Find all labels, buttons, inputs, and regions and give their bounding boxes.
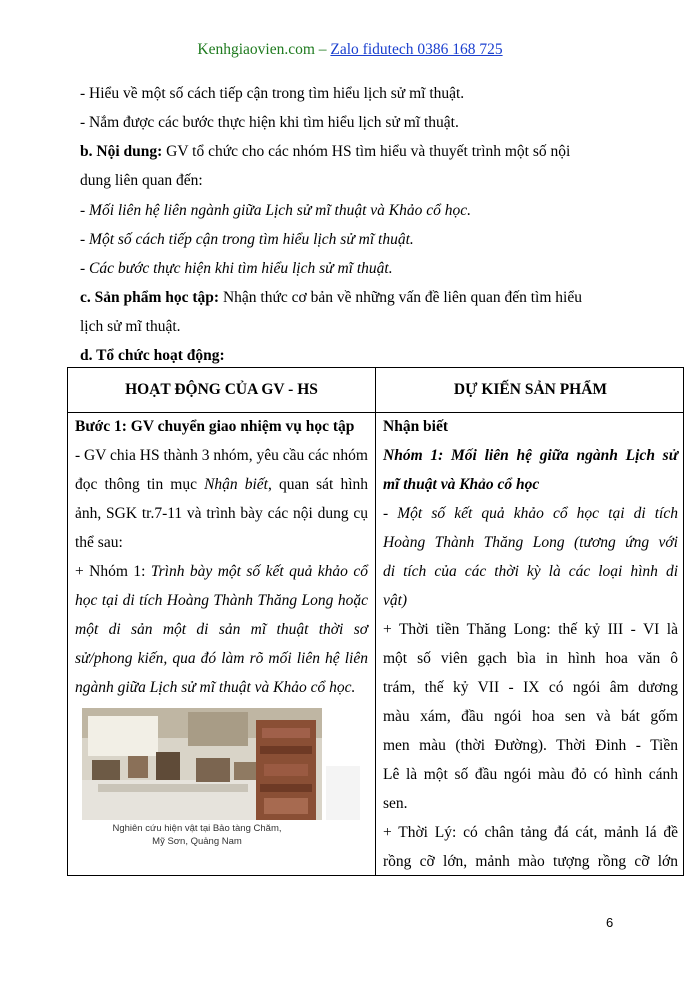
right-line: một số viên gạch bìa in hình hoa văn ô <box>383 650 678 667</box>
caption-line-2: Mỹ Sơn, Quảng Nam <box>152 836 242 847</box>
group-1-text: Trình bày một số kết quả khảo cổ <box>150 563 368 580</box>
content-text-2: dung liên quan đến: <box>80 172 203 189</box>
right-line: Lê là một số đầu ngói màu đỏ có hình cánh <box>383 766 678 783</box>
caption-line-1: Nghiên cứu hiện vật tại Bảo tàng Chăm, <box>112 823 282 834</box>
zalo-link[interactable]: Zalo fidutech 0386 168 725 <box>330 41 503 58</box>
left-text: đọc thông tin mục <box>75 476 205 493</box>
right-line: màu xám, đầu ngói hoa sen và bát gốm <box>383 708 678 725</box>
activity-table <box>67 367 684 876</box>
right-line: Hoàng Thành Thăng Long (tương ứng với <box>383 534 678 551</box>
group-1-task <box>75 557 368 586</box>
right-line: trám, thế kỷ VII - IX có ngói âm dương <box>383 679 678 696</box>
museum-photo <box>78 706 363 874</box>
column-divider <box>375 368 376 875</box>
content-text-1: GV tổ chức cho các nhóm HS tìm hiểu và thuyết trình một số nội <box>162 143 571 160</box>
left-line: - GV chia HS thành 3 nhóm, yêu cầu các nhóm <box>75 447 368 464</box>
group-1-title-cont: mĩ thuật và Khảo cổ học <box>383 476 540 493</box>
intro-line-1: - Hiểu về một số cách tiếp cận trong tìm hiểu lịch sử mĩ thuật. <box>80 85 465 102</box>
right-line: + Thời tiền Thăng Long: thế kỷ III - VI là <box>383 621 678 638</box>
left-line: học tại di tích Hoàng Thành Thăng Long hoặc <box>75 592 368 609</box>
right-line: sen. <box>383 795 408 812</box>
product-text-1: Nhận thức cơ bản về những vấn đề liên quan đến tìm hiểu <box>219 289 582 306</box>
product-heading <box>80 289 582 307</box>
column-header-activities: HOẠT ĐỘNG CỦA GV - HS <box>125 381 318 398</box>
content-label: b. Nội dung: <box>80 143 163 160</box>
left-line: ảnh, SGK tr.7-11 và trình bày các nội dung cụ <box>75 505 368 522</box>
recognize-title: Nhận biết <box>383 418 449 435</box>
left-text-italic: Nhận biết <box>204 476 268 493</box>
column-header-products: DỰ KIẾN SẢN PHẨM <box>453 381 608 398</box>
site-name: Kenhgiaovien.com <box>197 41 315 58</box>
page-header <box>0 41 700 59</box>
right-line: - Một số kết quả khảo cổ học tại di tích <box>383 505 678 522</box>
content-item-1: - Mối liên hệ liên ngành giữa Lịch sử mĩ thuật và Khảo cổ học. <box>80 202 472 219</box>
right-line: + Thời Lý: có chân tảng đá cát, mảnh lá đề <box>383 824 678 841</box>
left-text: , quan sát hình <box>267 476 368 493</box>
right-line: men màu (thời Đường). Thời Đinh - Tiền <box>383 737 678 754</box>
left-line: một di sản một di sản mĩ thuật thời sơ <box>75 621 368 638</box>
photo-caption <box>78 822 316 848</box>
content-heading <box>80 143 570 161</box>
left-line: sử/phong kiến, qua đó làm rõ mối liên hệ liên <box>75 650 368 667</box>
intro-line-2: - Nắm được các bước thực hiện khi tìm hiểu lịch sử mĩ thuật. <box>80 114 459 131</box>
left-cell <box>75 412 368 702</box>
right-line: vật) <box>383 592 408 609</box>
left-line <box>75 470 368 499</box>
right-line: rồng cỡ lớn, mảnh mào tượng rồng cỡ lớn <box>383 853 678 870</box>
product-text-2: lịch sử mĩ thuật. <box>80 318 181 335</box>
content-item-3: - Các bước thực hiện khi tìm hiểu lịch sử mĩ thuật. <box>80 260 393 277</box>
museum-photo-illustration <box>78 706 363 874</box>
left-line: ngành giữa Lịch sử mĩ thuật và Khảo cổ học. <box>75 679 356 696</box>
step-1-heading: Bước 1: GV chuyển giao nhiệm vụ học tập <box>75 418 355 435</box>
product-label: c. Sản phẩm học tập: <box>80 289 220 306</box>
group-1-label: + Nhóm 1: <box>75 563 151 580</box>
right-cell <box>383 412 678 876</box>
header-separator: – <box>314 41 331 58</box>
right-line: di tích của các thời kỳ là các loại hình di <box>383 563 678 580</box>
group-1-title: Nhóm 1: Mối liên hệ giữa ngành Lịch sử <box>383 447 678 464</box>
organize-heading: d. Tổ chức hoạt động: <box>80 347 225 364</box>
page-number: 6 <box>606 915 614 930</box>
content-item-2: - Một số cách tiếp cận trong tìm hiểu lịch sử mĩ thuật. <box>80 231 414 248</box>
left-line: thể sau: <box>75 534 123 551</box>
